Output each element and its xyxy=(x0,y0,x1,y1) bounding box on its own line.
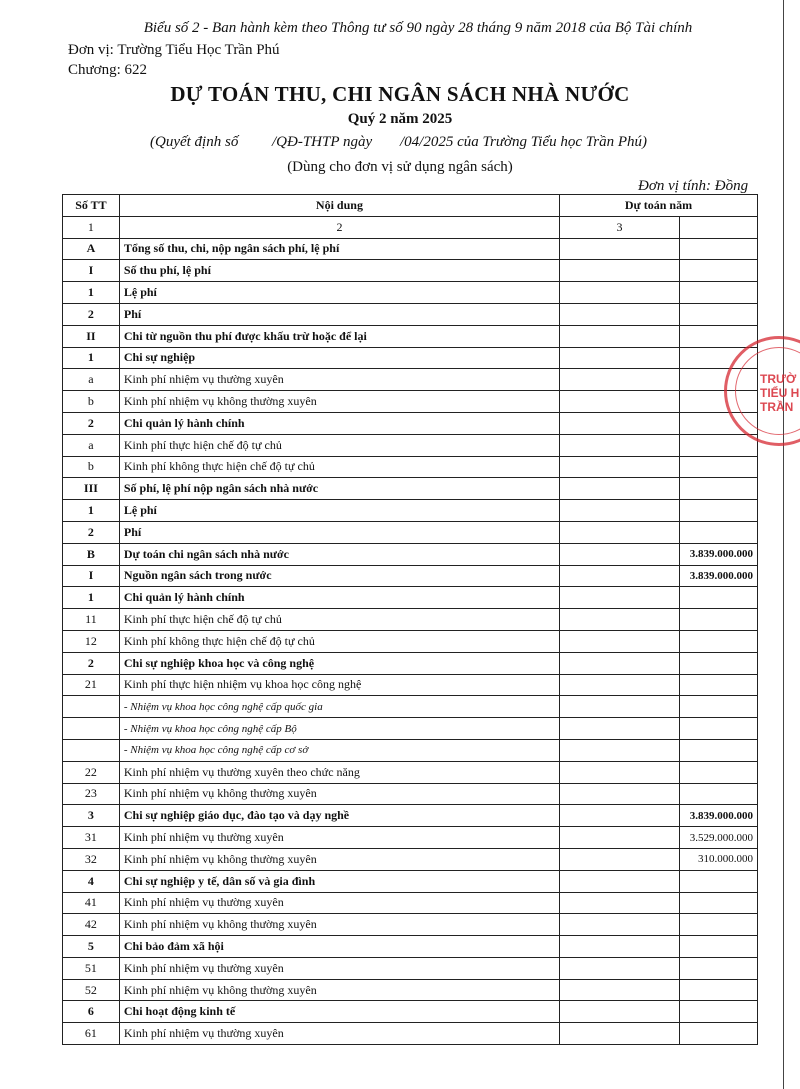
table-row xyxy=(63,870,758,892)
row-value xyxy=(680,936,758,958)
row-content: Số phí, lệ phí nộp ngân sách nhà nước xyxy=(119,478,559,500)
empty-cell xyxy=(560,739,680,761)
row-number: 4 xyxy=(63,870,120,892)
row-content: Chi sự nghiệp xyxy=(119,347,559,369)
table-row xyxy=(63,282,758,304)
row-number: a xyxy=(63,369,120,391)
row-value xyxy=(680,325,758,347)
row-number: I xyxy=(63,565,120,587)
empty-cell xyxy=(680,216,758,238)
table-row xyxy=(63,412,758,434)
table-row xyxy=(63,609,758,631)
row-content: Kinh phí thực hiện chế độ tự chủ xyxy=(119,434,559,456)
row-content: Kinh phí thực hiện chế độ tự chủ xyxy=(119,609,559,631)
empty-cell xyxy=(560,303,680,325)
table-row xyxy=(63,914,758,936)
row-content: Kinh phí nhiệm vụ thường xuyên xyxy=(119,892,559,914)
row-number: 5 xyxy=(63,936,120,958)
empty-cell xyxy=(560,892,680,914)
row-number: A xyxy=(63,238,120,260)
row-value: 310.000.000 xyxy=(680,848,758,870)
row-value xyxy=(680,718,758,740)
row-value xyxy=(680,238,758,260)
row-content: Kinh phí nhiệm vụ thường xuyên xyxy=(119,827,559,849)
row-value xyxy=(680,1023,758,1045)
document-title: DỰ TOÁN THU, CHI NGÂN SÁCH NHÀ NƯỚC xyxy=(170,82,630,106)
row-number: a xyxy=(63,434,120,456)
seal-line: TRƯỜ xyxy=(760,372,797,386)
row-content: - Nhiệm vụ khoa học công nghệ cấp cơ sở xyxy=(119,739,559,761)
row-number: 2 xyxy=(63,303,120,325)
row-content: Chi bảo đảm xã hội xyxy=(119,936,559,958)
row-number: 61 xyxy=(63,1023,120,1045)
row-value xyxy=(680,500,758,522)
empty-cell xyxy=(560,1023,680,1045)
empty-cell xyxy=(560,914,680,936)
table-row xyxy=(63,936,758,958)
seal-line: TIỂU H xyxy=(760,386,800,400)
index-row xyxy=(63,216,758,238)
empty-cell xyxy=(560,652,680,674)
document-subtitle: Quý 2 năm 2025 xyxy=(347,111,453,127)
row-content: Kinh phí nhiệm vụ không thường xuyên xyxy=(119,914,559,936)
row-value xyxy=(680,674,758,696)
row-content: Kinh phí không thực hiện chế độ tự chủ xyxy=(119,630,559,652)
row-number: 2 xyxy=(63,652,120,674)
table-row xyxy=(63,652,758,674)
table-row xyxy=(63,739,758,761)
table-row xyxy=(63,674,758,696)
row-content: Lệ phí xyxy=(119,500,559,522)
row-value: 3.529.000.000 xyxy=(680,827,758,849)
table-row xyxy=(63,303,758,325)
table-row xyxy=(63,783,758,805)
empty-cell xyxy=(560,979,680,1001)
row-number: b xyxy=(63,456,120,478)
row-number: B xyxy=(63,543,120,565)
row-number: I xyxy=(63,260,120,282)
row-number: 2 xyxy=(63,412,120,434)
row-number: 22 xyxy=(63,761,120,783)
empty-cell xyxy=(560,543,680,565)
empty-cell xyxy=(560,282,680,304)
row-number: 1 xyxy=(63,347,120,369)
empty-cell xyxy=(560,827,680,849)
empty-cell xyxy=(560,478,680,500)
row-value xyxy=(680,587,758,609)
row-value xyxy=(680,456,758,478)
budget-table xyxy=(62,194,758,1045)
row-content: Chi quản lý hành chính xyxy=(119,587,559,609)
row-content: - Nhiệm vụ khoa học công nghệ cấp quốc gia xyxy=(119,696,559,718)
row-content: Kinh phí nhiệm vụ không thường xuyên xyxy=(119,783,559,805)
table-row xyxy=(63,630,758,652)
row-content: Chi hoạt động kinh tế xyxy=(119,1001,559,1023)
row-value xyxy=(680,609,758,631)
row-value: 3.839.000.000 xyxy=(680,805,758,827)
row-number: III xyxy=(63,478,120,500)
table-row xyxy=(63,500,758,522)
table-row xyxy=(63,565,758,587)
empty-cell xyxy=(560,718,680,740)
row-value xyxy=(680,870,758,892)
empty-cell xyxy=(560,325,680,347)
row-value xyxy=(680,434,758,456)
empty-cell xyxy=(560,674,680,696)
row-value xyxy=(680,1001,758,1023)
usage-note: (Dùng cho đơn vị sử dụng ngân sách) xyxy=(287,159,513,175)
row-value xyxy=(680,260,758,282)
col-header-content: Nội dung xyxy=(119,195,559,217)
empty-cell xyxy=(560,456,680,478)
row-content: Kinh phí nhiệm vụ không thường xuyên xyxy=(119,848,559,870)
empty-cell xyxy=(560,957,680,979)
empty-cell xyxy=(560,1001,680,1023)
empty-cell xyxy=(560,391,680,413)
table-row xyxy=(63,696,758,718)
row-number: 6 xyxy=(63,1001,120,1023)
row-number: 32 xyxy=(63,848,120,870)
row-value xyxy=(680,282,758,304)
table-row xyxy=(63,456,758,478)
table-row xyxy=(63,1001,758,1023)
row-content: Kinh phí nhiệm vụ thường xuyên theo chức năng xyxy=(119,761,559,783)
row-content: Kinh phí thực hiện nhiệm vụ khoa học công nghệ xyxy=(119,674,559,696)
decision-line xyxy=(150,134,690,151)
row-number: 21 xyxy=(63,674,120,696)
table-row xyxy=(63,957,758,979)
row-value xyxy=(680,303,758,325)
empty-cell xyxy=(560,609,680,631)
table-row xyxy=(63,434,758,456)
seal-line: TRẦN xyxy=(760,400,794,414)
empty-cell xyxy=(560,870,680,892)
row-number xyxy=(63,718,120,740)
empty-cell xyxy=(560,630,680,652)
row-value xyxy=(680,761,758,783)
table-row xyxy=(63,369,758,391)
table-row xyxy=(63,478,758,500)
table-row xyxy=(63,761,758,783)
row-content: Phí xyxy=(119,521,559,543)
empty-cell xyxy=(560,587,680,609)
row-number: b xyxy=(63,391,120,413)
decision-part-2: /QĐ-THTP ngày xyxy=(272,134,373,150)
row-content: Số thu phí, lệ phí xyxy=(119,260,559,282)
row-number: 12 xyxy=(63,630,120,652)
row-content: Chi quản lý hành chính xyxy=(119,412,559,434)
row-content: Kinh phí không thực hiện chế độ tự chủ xyxy=(119,456,559,478)
row-value xyxy=(680,652,758,674)
decision-part-3: /04/2025 của Trường Tiểu học Trần Phú) xyxy=(400,134,648,150)
unit-name: Đơn vị: Trường Tiểu Học Trần Phú xyxy=(68,42,280,58)
table-row xyxy=(63,543,758,565)
row-value xyxy=(680,478,758,500)
empty-cell xyxy=(560,761,680,783)
table-row xyxy=(63,805,758,827)
row-content: Kinh phí nhiệm vụ không thường xuyên xyxy=(119,391,559,413)
index-cell: 1 xyxy=(63,216,120,238)
table-row xyxy=(63,979,758,1001)
table-row xyxy=(63,521,758,543)
empty-cell xyxy=(560,369,680,391)
empty-cell xyxy=(560,500,680,522)
row-number: 51 xyxy=(63,957,120,979)
row-content: Chi từ nguồn thu phí được khấu trừ hoặc để lại xyxy=(119,325,559,347)
row-content: Dự toán chi ngân sách nhà nước xyxy=(119,543,559,565)
row-number: 11 xyxy=(63,609,120,631)
row-number: 42 xyxy=(63,914,120,936)
table-row xyxy=(63,1023,758,1045)
col-header-no: Số TT xyxy=(63,195,120,217)
currency-unit: Đơn vị tính: Đồng xyxy=(638,178,749,194)
empty-cell xyxy=(560,783,680,805)
row-value xyxy=(680,914,758,936)
row-content: Kinh phí nhiệm vụ không thường xuyên xyxy=(119,979,559,1001)
row-value xyxy=(680,783,758,805)
empty-cell xyxy=(560,696,680,718)
decision-part-1: (Quyết định số xyxy=(150,134,239,150)
row-value xyxy=(680,892,758,914)
empty-cell xyxy=(560,565,680,587)
empty-cell xyxy=(560,412,680,434)
index-cell: 2 xyxy=(119,216,559,238)
row-content: Chi sự nghiệp giáo dục, đào tạo và dạy nghề xyxy=(119,805,559,827)
row-value xyxy=(680,521,758,543)
table-row xyxy=(63,347,758,369)
row-number: 1 xyxy=(63,500,120,522)
empty-cell xyxy=(560,521,680,543)
row-value xyxy=(680,696,758,718)
empty-cell xyxy=(560,434,680,456)
table-row xyxy=(63,848,758,870)
empty-cell xyxy=(560,260,680,282)
row-content: Kinh phí nhiệm vụ thường xuyên xyxy=(119,957,559,979)
row-number xyxy=(63,739,120,761)
row-number: 3 xyxy=(63,805,120,827)
row-value: 3.839.000.000 xyxy=(680,565,758,587)
row-content: Tổng số thu, chi, nộp ngân sách phí, lệ phí xyxy=(119,238,559,260)
row-content: Nguồn ngân sách trong nước xyxy=(119,565,559,587)
table-row xyxy=(63,391,758,413)
table-row xyxy=(63,325,758,347)
table-header-row xyxy=(63,195,758,217)
row-content: Phí xyxy=(119,303,559,325)
row-number: 2 xyxy=(63,521,120,543)
row-number: 41 xyxy=(63,892,120,914)
row-content: - Nhiệm vụ khoa học công nghệ cấp Bộ xyxy=(119,718,559,740)
row-value xyxy=(680,739,758,761)
row-number xyxy=(63,696,120,718)
row-content: Chi sự nghiệp y tế, dân số và gia đình xyxy=(119,870,559,892)
row-content: Lệ phí xyxy=(119,282,559,304)
row-value xyxy=(680,630,758,652)
table-row xyxy=(63,718,758,740)
row-content: Chi sự nghiệp khoa học và công nghệ xyxy=(119,652,559,674)
col-header-estimate: Dự toán năm xyxy=(560,195,758,217)
seal-text xyxy=(760,372,799,414)
empty-cell xyxy=(560,238,680,260)
row-content: Kinh phí nhiệm vụ thường xuyên xyxy=(119,1023,559,1045)
legal-basis: Biểu số 2 - Ban hành kèm theo Thông tư số 90 ngày 28 tháng 9 năm 2018 của Bộ Tài chính xyxy=(143,20,693,36)
empty-cell xyxy=(560,848,680,870)
empty-cell xyxy=(560,936,680,958)
row-number: 1 xyxy=(63,587,120,609)
chapter-code: Chương: 622 xyxy=(68,62,147,78)
row-number: 23 xyxy=(63,783,120,805)
row-number: II xyxy=(63,325,120,347)
empty-cell xyxy=(560,347,680,369)
table-row xyxy=(63,587,758,609)
row-content: Kinh phí nhiệm vụ thường xuyên xyxy=(119,369,559,391)
table-row xyxy=(63,892,758,914)
row-value: 3.839.000.000 xyxy=(680,543,758,565)
table-row xyxy=(63,260,758,282)
table-row xyxy=(63,238,758,260)
table-row xyxy=(63,827,758,849)
row-number: 52 xyxy=(63,979,120,1001)
index-cell: 3 xyxy=(560,216,680,238)
row-number: 1 xyxy=(63,282,120,304)
row-value xyxy=(680,979,758,1001)
row-number: 31 xyxy=(63,827,120,849)
empty-cell xyxy=(560,805,680,827)
row-value xyxy=(680,957,758,979)
